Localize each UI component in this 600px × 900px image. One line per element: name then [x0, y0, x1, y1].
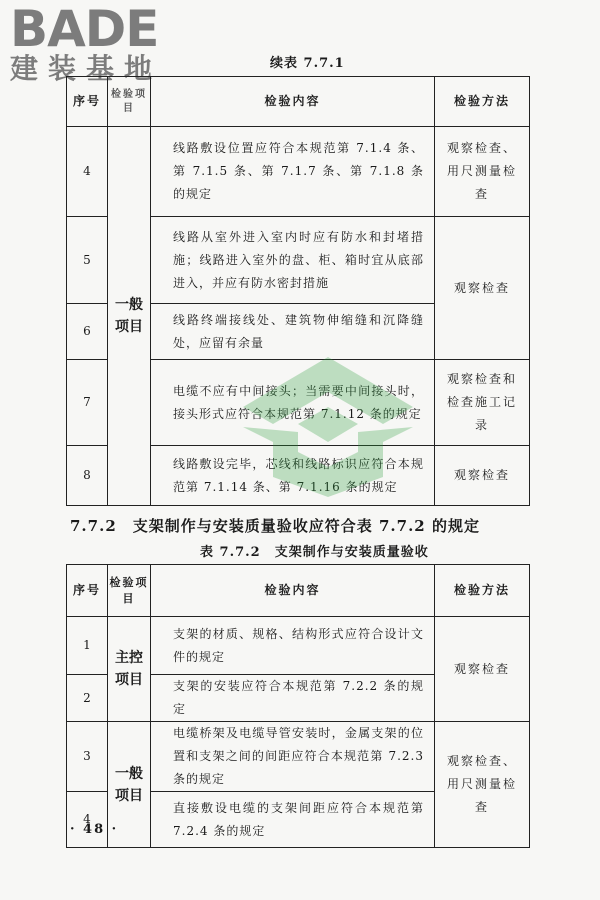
row-no: 1	[67, 617, 108, 675]
row-method: 观察检查和检查施工记录	[435, 360, 530, 446]
row-no: 4	[67, 127, 108, 217]
row-method: 观察检查、用尺测量检查	[435, 127, 530, 217]
table1-caption: 续表 7.7.1	[270, 56, 345, 71]
header-item: 检验项目	[108, 565, 151, 617]
row-content: 电缆不应有中间接头；当需要中间接头时，接头形式应符合本规范第 7.1.12 条的规定	[151, 360, 435, 446]
logo	[10, 0, 163, 85]
row-content: 支架的安装应符合本规范第 7.2.2 条的规定	[151, 675, 435, 722]
row-no: 2	[67, 675, 108, 722]
row-no: 4	[67, 792, 108, 848]
table2-caption: 表 7.7.2 支架制作与安装质量验收	[200, 545, 429, 560]
row-content: 支架的材质、规格、结构形式应符合设计文件的规定	[151, 617, 435, 675]
row-method: 观察检查	[435, 217, 530, 360]
row-no: 6	[67, 304, 108, 360]
header-content: 检验内容	[151, 565, 435, 617]
group-label-main: 主控项目	[108, 617, 151, 722]
row-content: 线路从室外进入室内时应有防水和封堵措施；线路进入室外的盘、柜、箱时宜从底部进入，并应有防水密封措施	[151, 217, 435, 304]
table-row	[67, 722, 530, 792]
header-item: 检验项目	[108, 77, 151, 127]
header-method: 检验方法	[435, 565, 530, 617]
header-no: 序号	[67, 565, 108, 617]
row-no: 5	[67, 217, 108, 304]
table-7-7-1-continued	[66, 76, 530, 506]
row-method: 观察检查、用尺测量检查	[435, 722, 530, 848]
logo-subtitle: 建装基地	[10, 52, 163, 85]
row-content: 直接敷设电缆的支架间距应符合本规范第 7.2.4 条的规定	[151, 792, 435, 848]
table-row	[67, 127, 530, 217]
section-heading: 7.7.2 支架制作与安装质量验收应符合表 7.7.2 的规定	[70, 517, 480, 535]
row-method: 观察检查	[435, 617, 530, 722]
row-content: 线路终端接线处、建筑物伸缩缝和沉降缝处，应留有余量	[151, 304, 435, 360]
table-header-row	[67, 77, 530, 127]
header-method: 检验方法	[435, 77, 530, 127]
row-no: 8	[67, 446, 108, 506]
page-number: · 48 ·	[70, 822, 119, 837]
header-no: 序号	[67, 77, 108, 127]
table-header-row	[67, 565, 530, 617]
table-7-7-2	[66, 564, 530, 848]
row-content: 线路敷设完毕，芯线和线路标识应符合本规范第 7.1.14 条、第 7.1.16 条的规定	[151, 446, 435, 506]
group-label-general: 一般项目	[108, 722, 151, 848]
row-content: 线路敷设位置应符合本规范第 7.1.4 条、第 7.1.5 条、第 7.1.7 条、第 7.1.8 条的规定	[151, 127, 435, 217]
logo-brand: BADE	[10, 0, 159, 58]
row-method: 观察检查	[435, 446, 530, 506]
row-content: 电缆桥架及电缆导管安装时，金属支架的位置和支架之间的间距应符合本规范第 7.2.3 条的规定	[151, 722, 435, 792]
header-content: 检验内容	[151, 77, 435, 127]
row-no: 3	[67, 722, 108, 792]
row-no: 7	[67, 360, 108, 446]
group-label-general: 一般项目	[108, 127, 151, 506]
table-row	[67, 617, 530, 675]
